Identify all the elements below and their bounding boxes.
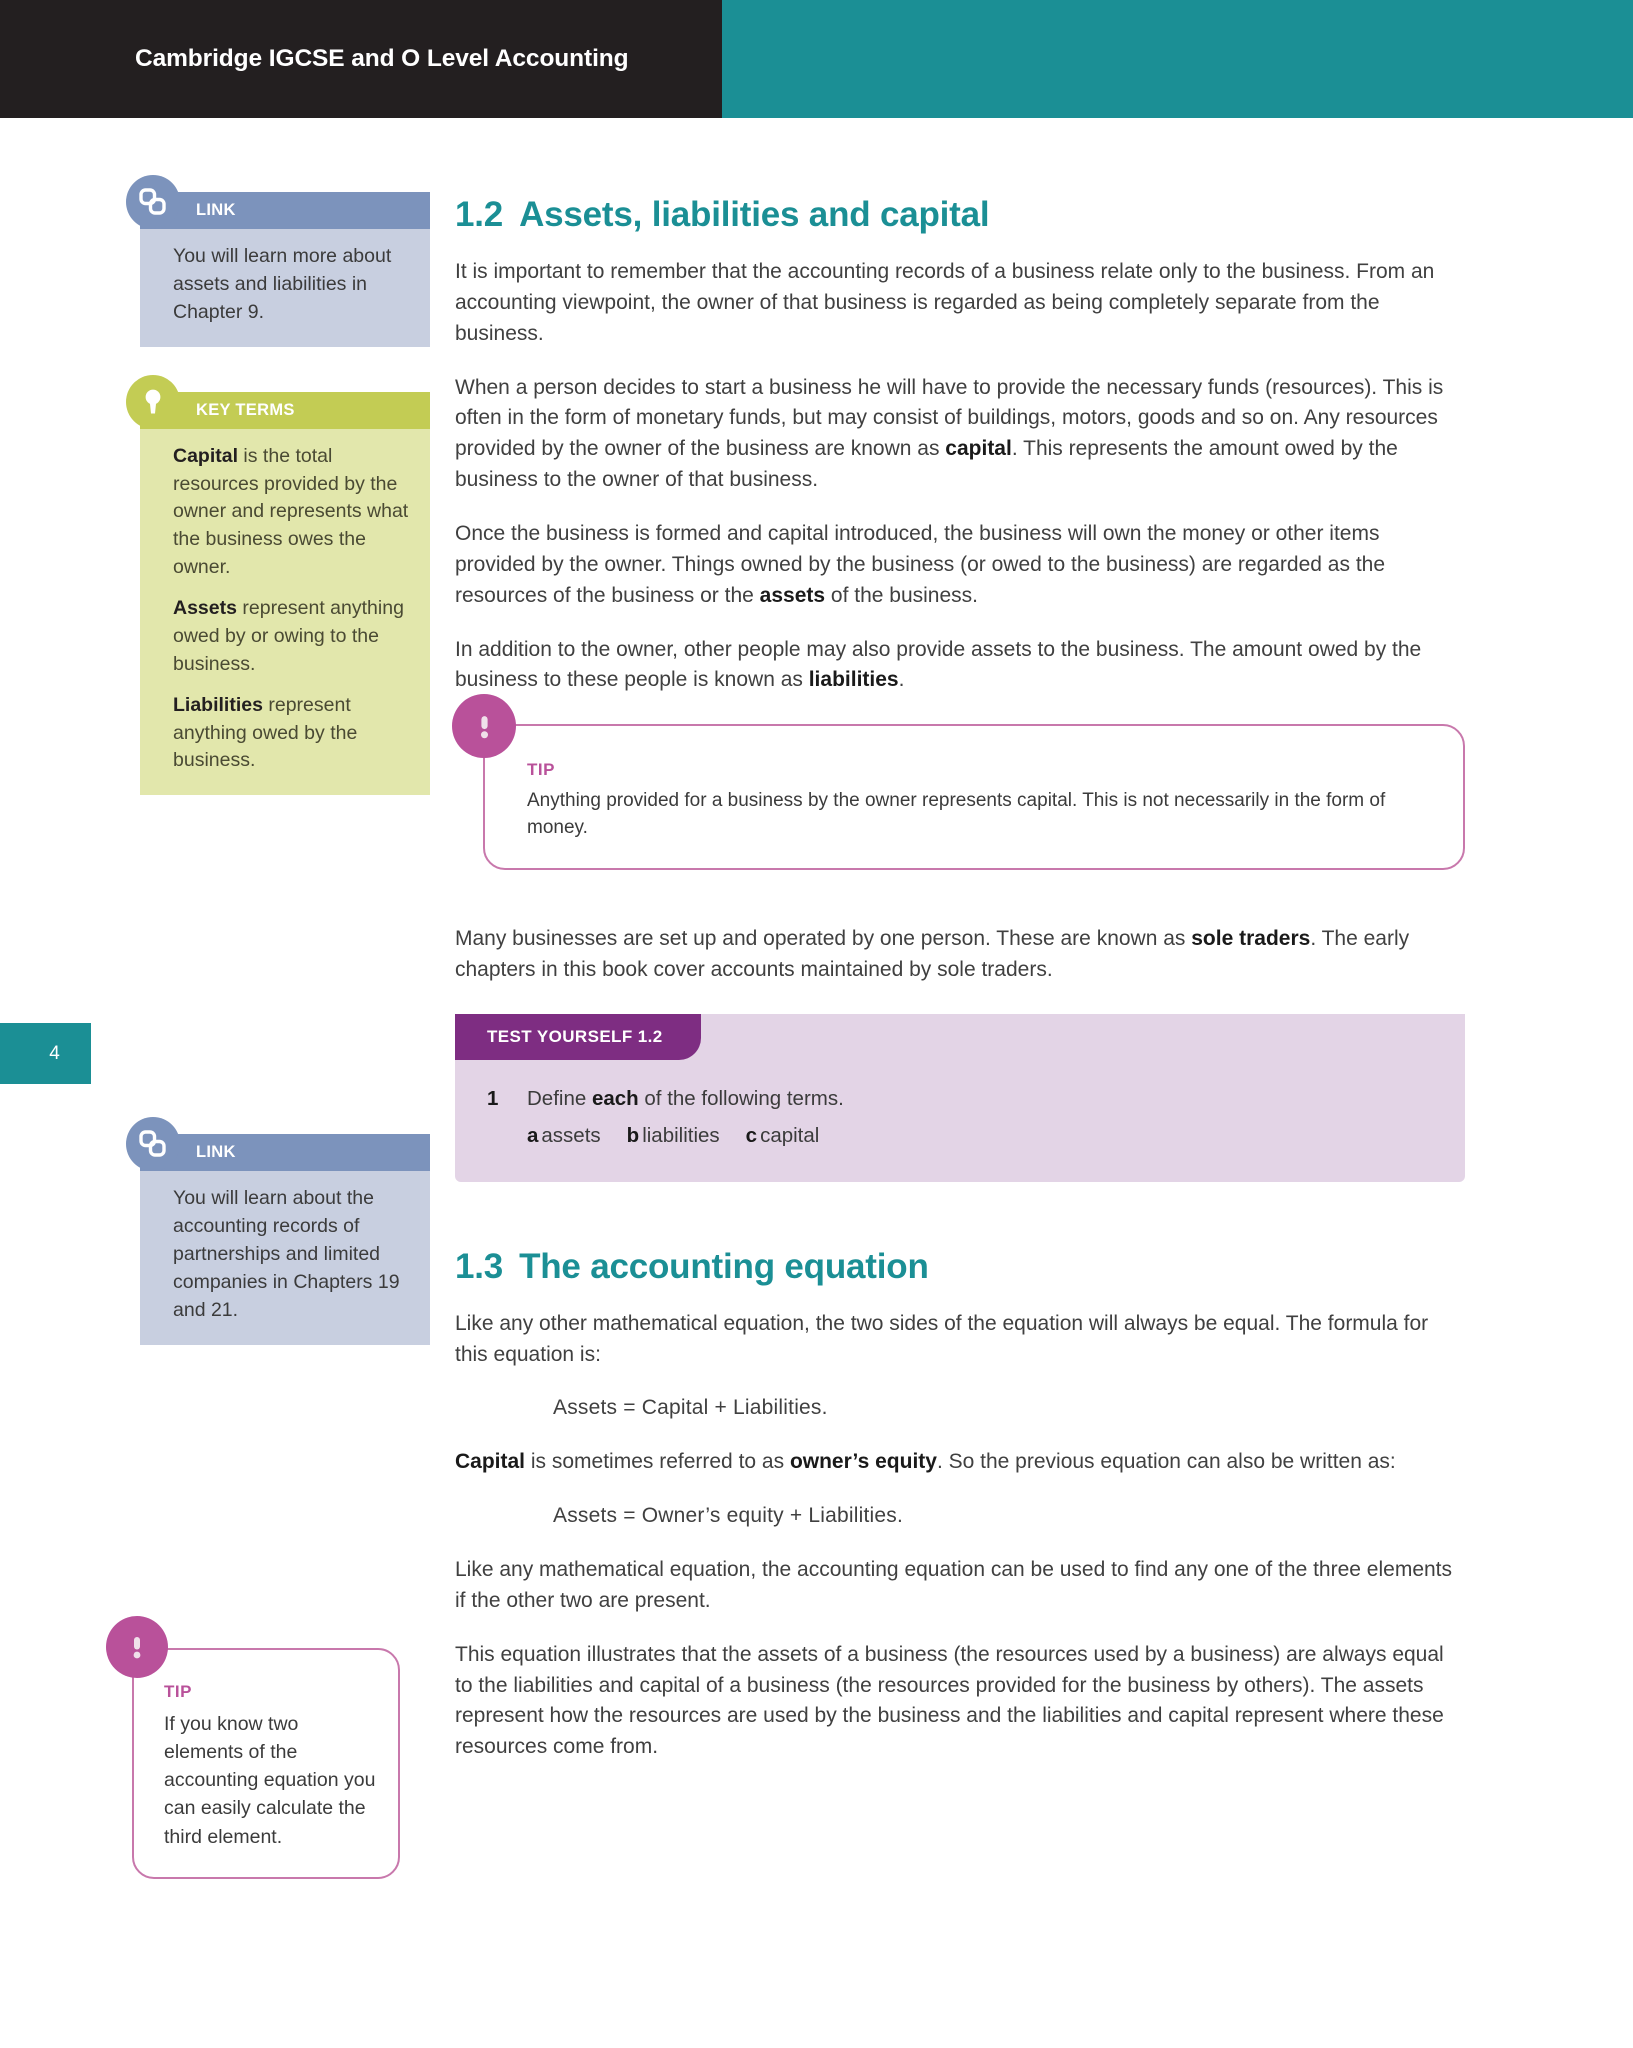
option-text: capital xyxy=(760,1123,820,1147)
equation-assets-owners-equity: Assets = Owner’s equity + Liabilities. xyxy=(553,1504,903,1528)
key-term-name: Assets xyxy=(173,597,237,619)
key-term-item xyxy=(173,595,412,679)
exclamation-icon xyxy=(452,694,516,758)
link-box-header xyxy=(140,192,430,229)
exclamation-icon xyxy=(106,1616,168,1678)
option-letter: b xyxy=(626,1123,640,1147)
key-term-def: represent anything owed by or owing to the business. xyxy=(173,597,404,675)
equation-assets-capital-liabilities: Assets = Capital + Liabilities. xyxy=(553,1396,828,1420)
margin-column xyxy=(140,0,430,1879)
question-number: 1 xyxy=(487,1086,499,1110)
test-yourself-box xyxy=(455,1014,1465,1182)
key-term-item xyxy=(173,692,412,776)
key-terms-body xyxy=(140,429,430,796)
test-yourself-tab: TEST YOURSELF 1.2 xyxy=(455,1014,701,1060)
key-term-name: Liabilities xyxy=(173,693,263,716)
tip-text: If you know two elements of the accounting equation you can easily calculate the third element. xyxy=(164,1712,376,1848)
option-text: assets xyxy=(541,1123,601,1147)
tip-box-side xyxy=(132,1648,400,1879)
key-terms-label: KEY TERMS xyxy=(196,400,295,419)
option-text: liabilities xyxy=(642,1123,720,1147)
key-terms-box xyxy=(140,392,430,796)
link-box-label: LINK xyxy=(196,1143,236,1162)
link-box-text: You will learn about the accounting records of partnerships and limited companies in Chapters 19 and 21. xyxy=(140,1171,430,1344)
paragraph: Like any other mathematical equation, the two sides of the equation will always be equal. The formula for this equation is: xyxy=(455,1311,1429,1366)
section-1-2-paragraphs xyxy=(455,257,1465,696)
paragraph: When a person decides to start a business he will have to provide the necessary funds (resources). This is often in the form of monetary funds, but may consist of buildings, motors, goods and so on. Any resources provided by the owner of the business are known as capital. This represents the amount owed by the business to the owner of that business. xyxy=(455,375,1444,492)
paragraph: In addition to the owner, other people may also provide assets to the business. The amount owed by the business to these people is known as liabilities. xyxy=(455,637,1422,692)
page-number-tab xyxy=(0,1023,91,1084)
key-term-def: represent anything owed by the business. xyxy=(173,693,358,772)
key-term-item xyxy=(173,443,412,582)
chain-link-icon xyxy=(126,175,180,229)
section-title: Assets, liabilities and capital xyxy=(519,195,990,234)
key-term-def: is the total resources provided by the owner and represents what the business owes the owner. xyxy=(173,444,409,579)
link-box-chapters19-21 xyxy=(140,1134,430,1344)
page-number: 4 xyxy=(49,1042,60,1064)
tip-box-main xyxy=(483,724,1465,870)
test-question-options xyxy=(527,1124,1435,1148)
tip-text: Anything provided for a business by the owner represents capital. This is not necessarily in the form of money. xyxy=(527,790,1386,839)
keyhole-icon xyxy=(126,375,180,429)
question-text: Define each of the following terms. xyxy=(527,1086,844,1110)
link-box-header xyxy=(140,1134,430,1171)
section-number: 1.2 xyxy=(455,195,504,234)
key-terms-header xyxy=(140,392,430,429)
paragraph: Like any mathematical equation, the accounting equation can be used to find any one of the three elements if the other two are present. xyxy=(455,1557,1453,1612)
test-yourself-body xyxy=(455,1060,1465,1148)
test-question xyxy=(487,1084,1435,1114)
paragraph: Capital is sometimes referred to as owner’s equity. So the previous equation can also be written as: xyxy=(455,1450,1396,1474)
main-column xyxy=(455,0,1465,1786)
tip-label: TIP xyxy=(527,760,555,780)
tip-label: TIP xyxy=(164,1681,192,1701)
key-term-name: Capital xyxy=(173,444,239,467)
section-heading-1-2 xyxy=(455,195,1465,235)
book-title: Cambridge IGCSE and O Level Accounting xyxy=(135,45,629,72)
link-box-text: You will learn more about assets and liabilities in Chapter 9. xyxy=(140,229,430,347)
paragraph: Once the business is formed and capital introduced, the business will own the money or other items provided by the owner. Things owned by the business (or owed to the business) are regarded as the resources of the business or the assets of the business. xyxy=(455,522,1386,607)
paragraph: This equation illustrates that the assets of a business (the resources used by a business) are always equal to the liabilities and capital of a business (the resources provided for the business by others). The assets represent how the resources are used by the business and the liabilities and capital represent where these resources come from. xyxy=(455,1642,1444,1759)
link-box-label: LINK xyxy=(196,201,236,219)
section-heading-1-3 xyxy=(455,1247,1465,1287)
paragraph: It is important to remember that the accounting records of a business relate only to the business. From an accounting viewpoint, the owner of that business is regarded as being completely separate from the business. xyxy=(455,260,1435,345)
section-title: The accounting equation xyxy=(519,1246,929,1286)
section-number: 1.3 xyxy=(455,1246,504,1286)
paragraph-sole-traders: Many businesses are set up and operated by one person. These are known as sole traders. The early chapters in this book cover accounts maintained by sole traders. xyxy=(455,927,1410,982)
chain-link-icon xyxy=(126,1117,180,1171)
link-box-chapter9 xyxy=(140,192,430,347)
option-letter: c xyxy=(745,1123,758,1147)
option-letter: a xyxy=(527,1123,539,1147)
